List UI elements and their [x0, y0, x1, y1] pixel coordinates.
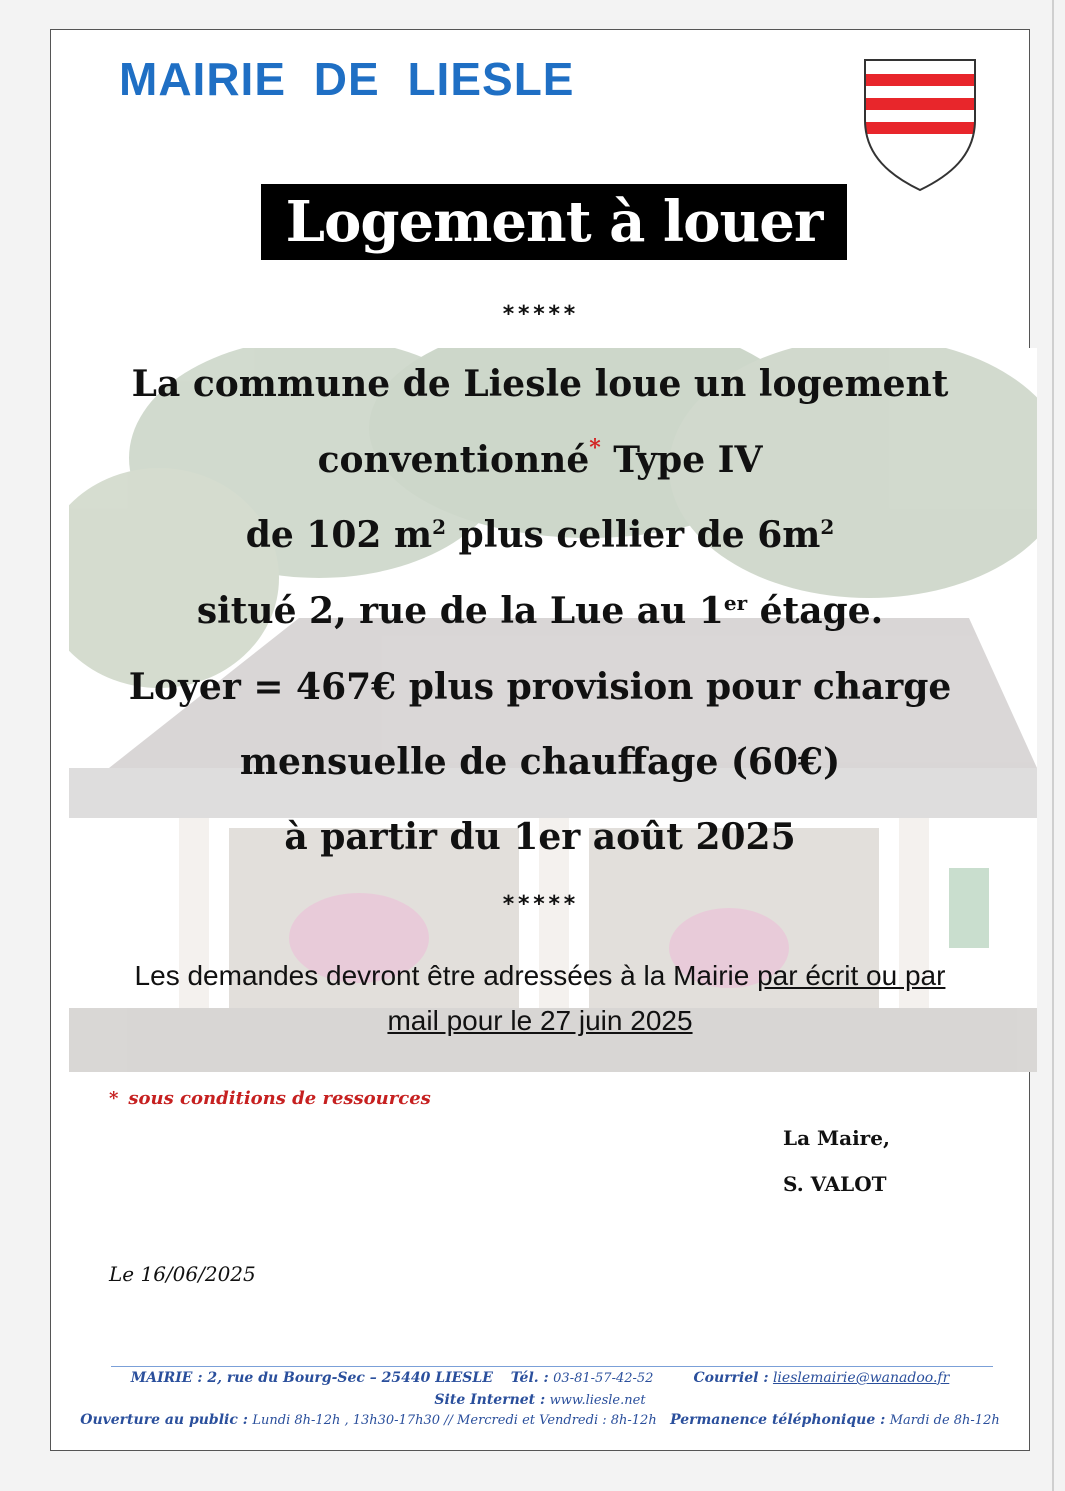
conditions-text: sous conditions de ressources: [128, 1088, 431, 1109]
surface-superscript: 2: [432, 515, 446, 539]
footer-site-label: Site Internet :: [434, 1392, 546, 1408]
address-text: situé 2, rue de la Lue au 1: [196, 590, 724, 632]
announcement-line-4: [51, 590, 1029, 632]
footer-divider: [111, 1366, 993, 1367]
footer-address: MAIRIE : 2, rue du Bourg-Sec – 25440 LIESLE: [130, 1370, 493, 1386]
footer-opening-value: Lundi 8h-12h , 13h30-17h30 // Mercredi et Vendredi : 8h-12h: [252, 1413, 657, 1428]
floor-text: étage.: [747, 590, 884, 632]
signature-name: S. VALOT: [783, 1172, 887, 1196]
footer-line-1: [51, 1370, 1029, 1386]
footer-phone-value: Mardi de 8h-12h: [889, 1413, 1000, 1428]
separator-bottom: *****: [501, 892, 579, 917]
footnote-star: *: [589, 435, 601, 461]
conventionne-text: conventionné: [317, 439, 590, 481]
coat-of-arms-icon: [863, 58, 977, 192]
scrollbar[interactable]: [1052, 0, 1054, 1491]
footer-tel-value: 03-81-57-42-52: [553, 1371, 654, 1386]
floor-superscript: er: [723, 591, 748, 615]
requests-text: Les demandes devront être adressées à la Mairie: [134, 960, 758, 991]
footer-line-3: [51, 1412, 1029, 1428]
footer-site-value[interactable]: www.liesle.net: [549, 1393, 646, 1408]
footer-tel-label: Tél. :: [510, 1370, 549, 1386]
surface-text: de 102 m: [245, 514, 433, 556]
requests-line-2: [51, 1005, 1029, 1037]
requests-line-1: [51, 960, 1029, 992]
footer-courriel-link[interactable]: lieslemairie@wanadoo.fr: [772, 1370, 950, 1386]
announcement-line-6: mensuelle de chauffage (60€): [239, 741, 841, 783]
signature-role: La Maire,: [783, 1126, 890, 1150]
announcement-line-5: Loyer = 467€ plus provision pour charge: [128, 666, 952, 708]
footer-opening-label: Ouverture au public :: [80, 1412, 248, 1428]
requests-underlined-2: mail pour le 27 juin 2025: [387, 1005, 693, 1036]
requests-underlined-1: par écrit ou par: [757, 960, 946, 991]
conditions-note: [109, 1088, 431, 1109]
document-date: Le 16/06/2025: [109, 1262, 256, 1286]
type-text: Type IV: [600, 439, 763, 481]
mairie-title: MAIRIE DE LIESLE: [119, 53, 575, 105]
document-page: [50, 29, 1030, 1451]
announcement-line-3: [51, 514, 1029, 556]
announcement-line-7: à partir du 1er août 2025: [284, 816, 796, 858]
footer-courriel-label: Courriel :: [693, 1370, 769, 1386]
conditions-star: *: [109, 1088, 119, 1109]
banner-title: Logement à louer: [261, 184, 847, 260]
announcement-line-2: [51, 435, 1029, 481]
separator-top: *****: [501, 302, 579, 327]
footer-phone-label: Permanence téléphonique :: [670, 1412, 886, 1428]
footer-line-2: [51, 1392, 1029, 1408]
announcement-line-1: La commune de Liesle loue un logement: [131, 363, 949, 405]
cellier-text: plus cellier de 6m: [446, 514, 821, 556]
cellier-superscript: 2: [820, 515, 835, 539]
